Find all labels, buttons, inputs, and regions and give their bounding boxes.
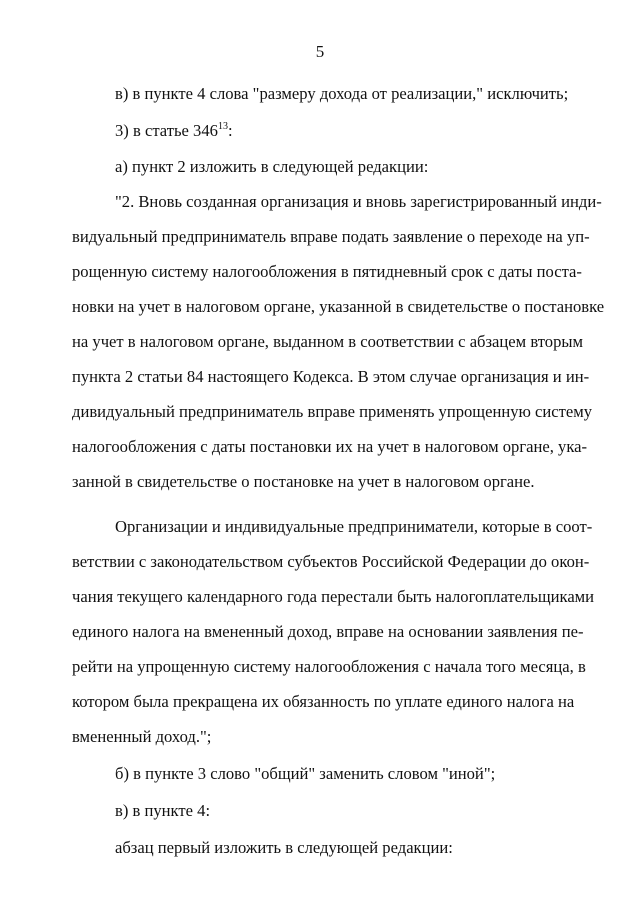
paragraph-line: рощенную систему налогообложения в пятидневный срок с даты поста-: [72, 262, 582, 281]
article-superscript: 13: [217, 121, 228, 132]
paragraph-line: налогообложения с даты постановки их на учет в налоговом органе, ука-: [72, 437, 588, 456]
paragraph-line: пункта 2 статьи 84 настоящего Кодекса. В этом случае организация и ин-: [72, 367, 590, 386]
paragraph-line: видуальный предприниматель вправе подать заявление о переходе на уп-: [72, 227, 590, 246]
clause-v-point-4: в) в пункте 4 слова "размеру дохода от реализации," исключить;: [115, 84, 569, 103]
article-colon: :: [227, 121, 233, 140]
paragraph-line: Организации и индивидуальные предприниматели, которые в соот-: [115, 517, 593, 536]
paragraph-line: котором была прекращена их обязанность по уплате единого налога на: [72, 692, 575, 711]
paragraph-line: ветствии с законодательством субъектов Российской Федерации до окон-: [72, 552, 590, 571]
paragraph-line: чания текущего календарного года перестали быть налогоплательщиками: [72, 587, 595, 606]
paragraph-line: единого налога на вмененный доход, вправе на основании заявления пе-: [72, 622, 584, 641]
clause-v-point-4-heading: в) в пункте 4:: [115, 801, 211, 820]
clause-a-point-2: а) пункт 2 изложить в следующей редакции:: [115, 157, 429, 176]
paragraph-line: новки на учет в налоговом органе, указанной в свидетельстве о постановке: [72, 297, 605, 316]
paragraph-line: занной в свидетельстве о постановке на учет в налоговом органе.: [72, 472, 535, 491]
paragraph-line: вмененный доход.";: [72, 727, 212, 746]
paragraph-line: "2. Вновь созданная организация и вновь зарегистрированный инди-: [115, 192, 602, 211]
clause-3-article-heading: [115, 121, 233, 141]
page-number: 5: [315, 42, 325, 61]
paragraph-line: на учет в налоговом органе, выданном в соответствии с абзацем вторым: [72, 332, 584, 351]
article-text: 3) в статье 346: [115, 121, 218, 140]
paragraph-line: дивидуальный предприниматель вправе применять упрощенную систему: [72, 402, 593, 421]
clause-first-paragraph: абзац первый изложить в следующей редакции:: [115, 838, 453, 857]
clause-b-point-3: б) в пункте 3 слово "общий" заменить словом "иной";: [115, 764, 496, 783]
paragraph-line: рейти на упрощенную систему налогообложения с начала того месяца, в: [72, 657, 586, 676]
